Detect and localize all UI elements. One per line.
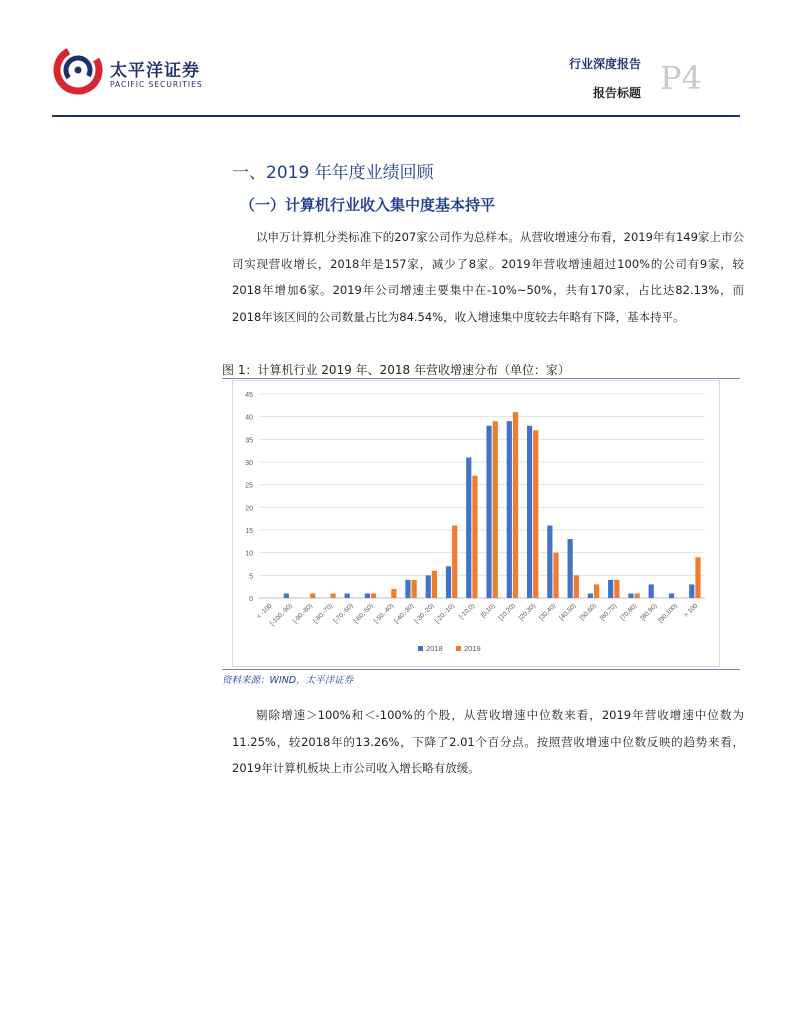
bar-2019 <box>574 575 579 598</box>
bar-2018 <box>689 584 694 598</box>
y-tick-label: 25 <box>245 482 253 490</box>
bar-2018 <box>527 426 532 598</box>
y-tick-label: 10 <box>245 550 253 558</box>
figure-bottom-rule <box>222 669 740 670</box>
bar-2019 <box>472 476 477 598</box>
bar-2019 <box>452 525 457 598</box>
chart-canvas <box>233 381 719 666</box>
page-number: P4 <box>660 59 702 97</box>
bar-2019 <box>513 412 518 598</box>
figure-title: 图 1：计算机行业 2019 年、2018 年营收增速分布（单位：家） <box>222 363 570 377</box>
subsection-heading: （一）计算机行业收入集中度基本持平 <box>240 196 496 214</box>
bar-2019 <box>432 571 437 598</box>
report-title: 报告标题 <box>592 86 641 100</box>
bar-2018 <box>426 575 431 598</box>
x-tick-label: [-40,-30) <box>393 602 416 625</box>
bar-2019 <box>695 557 700 598</box>
x-tick-label: [-100,-90) <box>268 602 294 628</box>
bar-2018 <box>365 593 370 598</box>
bar-2019 <box>493 421 498 598</box>
bar-2019 <box>594 584 599 598</box>
bar-2018 <box>486 426 491 598</box>
section-heading: 一、2019 年年度业绩回顾 <box>232 163 434 183</box>
bar-2018 <box>628 593 633 598</box>
bar-2019 <box>412 580 417 598</box>
y-tick-label: 0 <box>249 596 253 603</box>
bar-2019 <box>635 593 640 598</box>
x-tick-label: [-30,-20) <box>413 602 436 625</box>
x-tick-label: [-50,-40) <box>372 602 396 625</box>
x-tick-label: [20,30) <box>517 602 538 622</box>
y-tick-label: 35 <box>245 437 253 445</box>
x-tick-label: [40,50) <box>558 602 578 622</box>
y-tick-label: 30 <box>245 460 253 467</box>
x-tick-label: [60,70) <box>598 602 619 622</box>
bar-2019 <box>614 580 619 598</box>
report-type: 行业深度报告 <box>568 57 641 71</box>
x-tick-label: [30,40) <box>538 602 558 622</box>
legend-label-2019: 2019 <box>464 644 481 653</box>
figure-source: 资料来源：WIND，太平洋证券 <box>222 675 354 686</box>
bar-2019 <box>553 553 558 598</box>
x-tick-label: [50,60) <box>578 602 598 622</box>
legend-label-2018: 2018 <box>426 644 443 653</box>
bar-2018 <box>588 593 593 598</box>
y-tick-label: 20 <box>245 505 253 513</box>
y-tick-label: 45 <box>245 392 253 399</box>
paragraph-2 <box>232 702 744 782</box>
bar-2018 <box>669 593 674 598</box>
figure-top-rule <box>222 378 740 379</box>
bar-2018 <box>568 539 573 598</box>
bar-2018 <box>649 584 654 598</box>
x-tick-label: [-20,-10) <box>433 602 457 625</box>
bar-2018 <box>345 593 350 598</box>
y-tick-label: 15 <box>245 528 253 535</box>
x-tick-label: [-90,-80) <box>291 602 315 625</box>
bar-2019 <box>533 430 538 598</box>
legend-swatch-2019 <box>456 646 461 651</box>
bar-2018 <box>608 580 613 598</box>
x-tick-label: [90,100) <box>657 602 680 625</box>
header-divider <box>52 115 740 117</box>
x-tick-label: [80,90) <box>639 602 659 622</box>
bar-2019 <box>310 593 315 598</box>
paragraph-1-text: 以申万计算机分类标准下的207家公司作为总样本。从营收增速分布看，2019年有149家上市公司实现营收增长，2018年是157家，减少了8家。2019年营收增速超过100%的公司有9家，较2018年增加6家。2019年公司增速主要集中在-10%~50%，共有170家，占比达82.13%，而2018年该区间的公司数量占比为84.54%，收入增速集中度较去年略有下降，基本持平。 <box>232 230 744 324</box>
x-tick-label: [0,10) <box>479 602 497 620</box>
bar-2018 <box>284 593 289 598</box>
bar-2018 <box>446 566 451 598</box>
logo-mark-icon <box>52 44 104 96</box>
company-logo <box>52 44 222 96</box>
bar-2018 <box>507 421 512 598</box>
bar-2019 <box>371 593 376 598</box>
x-tick-label: [10,20) <box>497 602 517 622</box>
paragraph-1 <box>232 224 744 330</box>
y-tick-label: 40 <box>245 414 253 422</box>
legend-swatch-2018 <box>418 646 423 651</box>
x-tick-label: [-10,0) <box>458 602 477 621</box>
bar-2019 <box>330 593 335 598</box>
y-tick-label: 5 <box>249 573 253 581</box>
paragraph-2-text: 剔除增速＞100%和＜-100%的个股，从营收增速中位数来看，2019年营收增速中位数为11.25%，较2018年的13.26%，下降了2.01个百分点。按照营收增速中位数反映的趋势来看，2019年计算机板块上市公司收入增长略有放缓。 <box>232 708 744 775</box>
bar-2019 <box>391 589 396 598</box>
x-tick-label: [-60,-50) <box>352 602 375 625</box>
revenue-growth-chart <box>232 380 720 667</box>
x-tick-label: [70,80) <box>619 602 639 622</box>
bar-2018 <box>547 525 552 598</box>
logo-text-en: PACIFIC SECURITIES <box>110 80 203 89</box>
x-tick-label: < -100 <box>255 602 274 621</box>
bar-2018 <box>466 457 471 598</box>
x-tick-label: [-80,-70) <box>312 602 335 625</box>
x-tick-label: > 100 <box>682 602 700 620</box>
bar-2018 <box>405 580 410 598</box>
logo-text-cn: 太平洋证券 <box>110 61 200 81</box>
x-tick-label: [-70,-60) <box>332 602 355 625</box>
